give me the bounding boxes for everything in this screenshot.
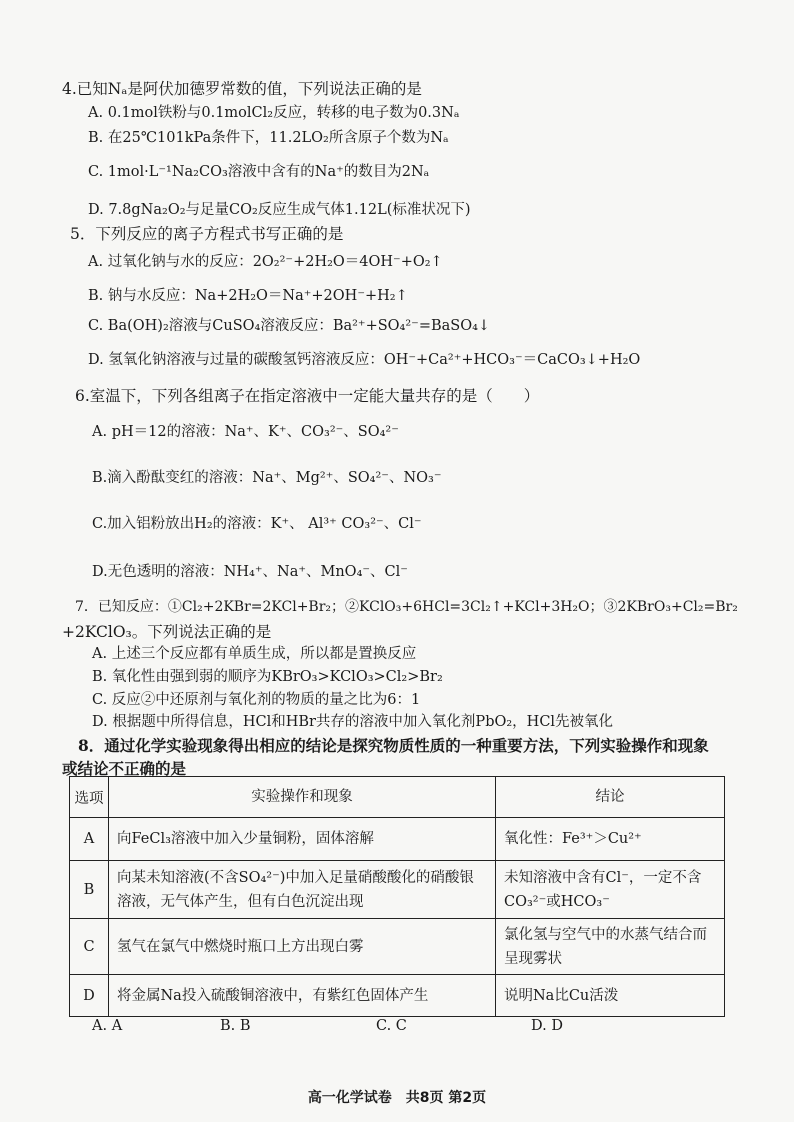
q8-answer-c: C. C — [376, 1018, 407, 1034]
q4-option-a: A. 0.1mol铁粉与0.1molCl₂反应，转移的电子数为0.3Nₐ — [88, 105, 460, 121]
q7-stem-line1: 7．已知反应：①Cl₂+2KBr=2KCl+Br₂；②KClO₃+6HCl=3Cl₂↑+KCl+3H₂O；③2KBrO₃+Cl₂=Br₂ — [75, 599, 738, 615]
q8-stem-line1: 8．通过化学实验现象得出相应的结论是探究物质性质的一种重要方法，下列实验操作和现象 — [78, 736, 709, 755]
q6-option-d: D.无色透明的溶液：NH₄⁺、Na⁺、MnO₄⁻、Cl⁻ — [92, 564, 408, 580]
q5-option-b: B. 钠与水反应：Na+2H₂O＝Na⁺+2OH⁻+H₂↑ — [88, 288, 408, 304]
row-conclusion: 氯化氢与空气中的水蒸气结合而呈现雾状 — [496, 919, 725, 975]
row-operation: 氢气在氯气中燃烧时瓶口上方出现白雾 — [109, 919, 496, 975]
row-conclusion: 氧化性：Fe³⁺＞Cu²⁺ — [496, 818, 725, 861]
q5-option-c: C. Ba(OH)₂溶液与CuSO₄溶液反应：Ba²⁺+SO₄²⁻=BaSO₄↓ — [88, 318, 491, 334]
row-option: C — [70, 919, 109, 975]
q4-option-c: C. 1mol·L⁻¹Na₂CO₃溶液中含有的Na⁺的数目为2Nₐ — [88, 164, 430, 180]
header-operation: 实验操作和现象 — [109, 777, 496, 818]
q4-option-b: B. 在25℃101kPa条件下，11.2LO₂所含原子个数为Nₐ — [88, 130, 449, 146]
q8-answer-d: D. D — [531, 1018, 563, 1034]
q7-option-d: D. 根据题中所得信息，HCl和HBr共存的溶液中加入氧化剂PbO₂，HCl先被氧化 — [92, 714, 614, 730]
row-conclusion: 未知溶液中含有Cl⁻，一定不含CO₃²⁻或HCO₃⁻ — [496, 861, 725, 919]
page-footer: 高一化学试卷 共8页 第2页 — [307, 1090, 487, 1106]
q8-stem-line2: 或结论不正确的是 — [62, 759, 187, 778]
row-operation: 将金属Na投入硫酸铜溶液中，有紫红色固体产生 — [109, 975, 496, 1017]
q6-option-b: B.滴入酚酞变红的溶液：Na⁺、Mg²⁺、SO₄²⁻、NO₃⁻ — [92, 470, 442, 486]
experiment-table — [69, 776, 725, 1017]
table-row — [70, 861, 725, 919]
row-option: D — [70, 975, 109, 1017]
q8-answer-b: B. B — [220, 1018, 251, 1034]
q5-stem: 5．下列反应的离子方程式书写正确的是 — [70, 225, 344, 243]
q4-stem: 4.已知Nₐ是阿伏加德罗常数的值，下列说法正确的是 — [62, 80, 422, 98]
q7-option-c: C. 反应②中还原剂与氧化剂的物质的量之比为6：1 — [92, 692, 421, 708]
header-option: 选项 — [70, 777, 109, 818]
table-row — [70, 818, 725, 861]
q6-option-c: C.加入铝粉放出H₂的溶液：K⁺、 Al³⁺ CO₃²⁻、Cl⁻ — [92, 516, 422, 532]
table-row — [70, 919, 725, 975]
q5-option-d: D. 氢氧化钠溶液与过量的碳酸氢钙溶液反应：OH⁻+Ca²⁺+HCO₃⁻＝CaCO₃↓+H₂O — [88, 352, 641, 368]
row-operation: 向FeCl₃溶液中加入少量铜粉，固体溶解 — [109, 818, 496, 861]
row-option: B — [70, 861, 109, 919]
header-conclusion: 结论 — [496, 777, 725, 818]
q6-option-a: A. pH＝12的溶液：Na⁺、K⁺、CO₃²⁻、SO₄²⁻ — [92, 424, 399, 440]
q7-stem-line2: +2KClO₃。下列说法正确的是 — [62, 623, 272, 641]
q5-option-a: A. 过氧化钠与水的反应：2O₂²⁻+2H₂O＝4OH⁻+O₂↑ — [88, 254, 443, 270]
table-header-row — [70, 777, 725, 818]
table-row — [70, 975, 725, 1017]
q8-answer-a: A. A — [92, 1018, 123, 1034]
row-conclusion: 说明Na比Cu活泼 — [496, 975, 725, 1017]
q4-option-d: D. 7.8gNa₂O₂与足量CO₂反应生成气体1.12L(标准状况下) — [88, 202, 471, 218]
q6-stem: 6.室温下，下列各组离子在指定溶液中一定能大量共存的是（ ） — [75, 387, 540, 405]
row-option: A — [70, 818, 109, 861]
row-operation: 向某未知溶液(不含SO₄²⁻)中加入足量硝酸酸化的硝酸银溶液，无气体产生，但有白色沉淀出现 — [109, 861, 496, 919]
q7-option-b: B. 氧化性由强到弱的顺序为KBrO₃>KClO₃>Cl₂>Br₂ — [92, 669, 443, 685]
q7-option-a: A. 上述三个反应都有单质生成，所以都是置换反应 — [92, 646, 417, 662]
